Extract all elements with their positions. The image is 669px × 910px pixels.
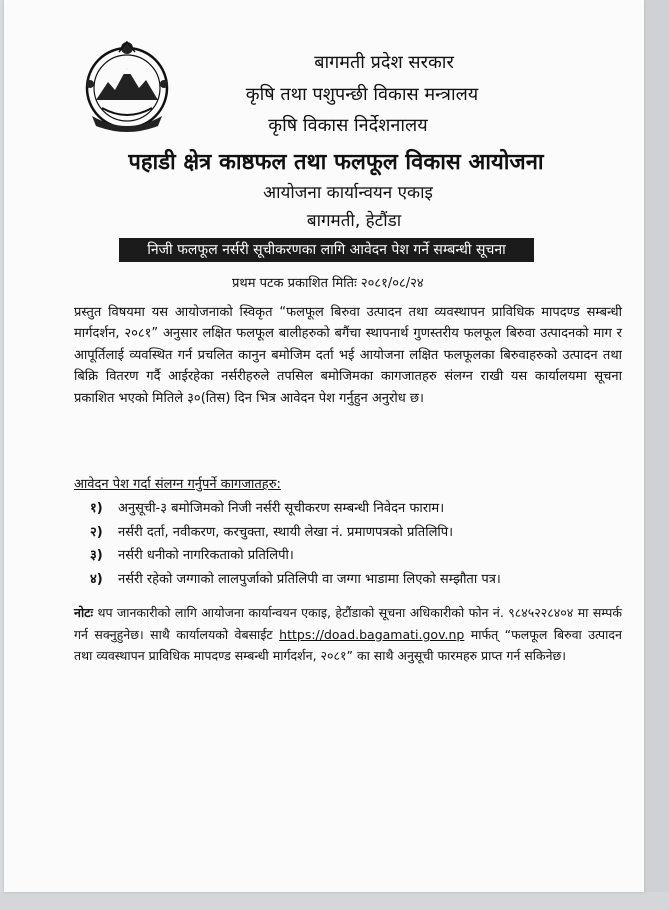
website-link[interactable]: https://doad.bagamati.gov.np [279,626,465,642]
publish-date: प्रथम पटक प्रकाशित मितिः २०८१/०८/२४ [232,276,424,291]
notice-subject: निजी फलफूल नर्सरी सूचीकरणका लागि आवेदन पेश गर्ने सम्बन्धी सूचना [119,238,534,262]
note-text-continued: मार्फत् “फलफूल बिरुवा उत्पादन तथा व्यवस्थापन प्राविधिक मापदण्ड सम्बन्धी मार्गदर्शन, २०८१” का साथै अनुसूची फारमहरु प्राप्त गर्न सकिनेछ। [74,626,622,663]
header-project-title: पहाडी क्षेत्र काष्ठफल तथा फलफूल विकास आयोजना [128,150,544,175]
notice-body: प्रस्तुत विषयमा यस आयोजनाको स्विकृत “फलफूल बिरुवा उत्पादन तथा व्यवस्थापन प्राविधिक मापदण्ड सम्बन्धी मार्गदर्शन, २०८१” अनुसार लक्षित फलफूल बालीहरुको बगैंचा स्थापनार्थ गुणस्तरीय फलफूल बिरुवा उत्पादनको माग र आपूर्तिलाई व्यवस्थित गर्न प्रचलित कानुन बमोजिम दर्ता भई आयोजना लक्षित फलफूलका बिरुवाहरुको उत्पादन तथा बिक्रि वितरण गर्दै आईरहेका नर्सरीहरुले तपसिल बमोजिमका कागजातहरु संलग्न राखी यस कार्यालयमा सूचना प्रकाशित भएको मितिले ३०(तिस) दिन भित्र आवेदन पेश गर्नुहुन अनुरोध छ। [74,305,622,406]
header-government: बागमती प्रदेश सरकार [314,52,454,73]
list-item-text: नर्सरी धनीको नागरिकताको प्रतिलिपी। [118,548,294,563]
header-ministry: कृषि तथा पशुपन्छी विकास मन्त्रालय [245,84,479,105]
list-item-text: अनुसूची-३ बमोजिमको निजी नर्सरी सूचीकरण सम्बन्धी निवेदन फाराम। [118,501,445,516]
list-item-number: ३) [90,548,103,563]
list-item-number: ४) [90,571,103,587]
header-location: बागमती, हेटौंडा [306,211,402,231]
note-section [74,602,622,667]
list-item [90,568,610,592]
header-implementation-unit: आयोजना कार्यान्वयन एकाइ [263,183,433,203]
header-directorate: कृषि विकास निर्देशनालय [268,115,428,136]
list-item-number: १) [90,501,103,516]
list-item-text: नर्सरी रहेको जग्गाको लालपुर्जाको प्रतिलिपी वा जग्गा भाडामा लिएको सम्झौता पत्र। [118,571,501,587]
list-item [90,497,610,521]
list-item [90,544,610,568]
note-label: नोटः [74,605,94,620]
attachments-list [90,497,610,591]
scan-background-bottom [0,892,669,910]
attachments-heading: आवेदन पेश गर्दा संलग्न गर्नुपर्ने कागजातहरु: [74,477,281,492]
notice-page [4,0,644,892]
list-item-text: नर्सरी दर्ता, नवीकरण, करचुक्ता, स्थायी लेखा नं. प्रमाणपत्रको प्रतिलिपि। [118,524,454,540]
list-item-number: २) [90,524,103,540]
note-text: थप जानकारीको लागि आयोजना कार्यान्वयन एकाइ, हेटौंडाको सूचना अधिकारीको फोन नं. ९८४५२२८४०४ मा सम्पर्क गर्न सक्नुहुनेछ। साथै कार्यालयको वेबसाईट [74,605,622,642]
list-item [90,521,610,545]
